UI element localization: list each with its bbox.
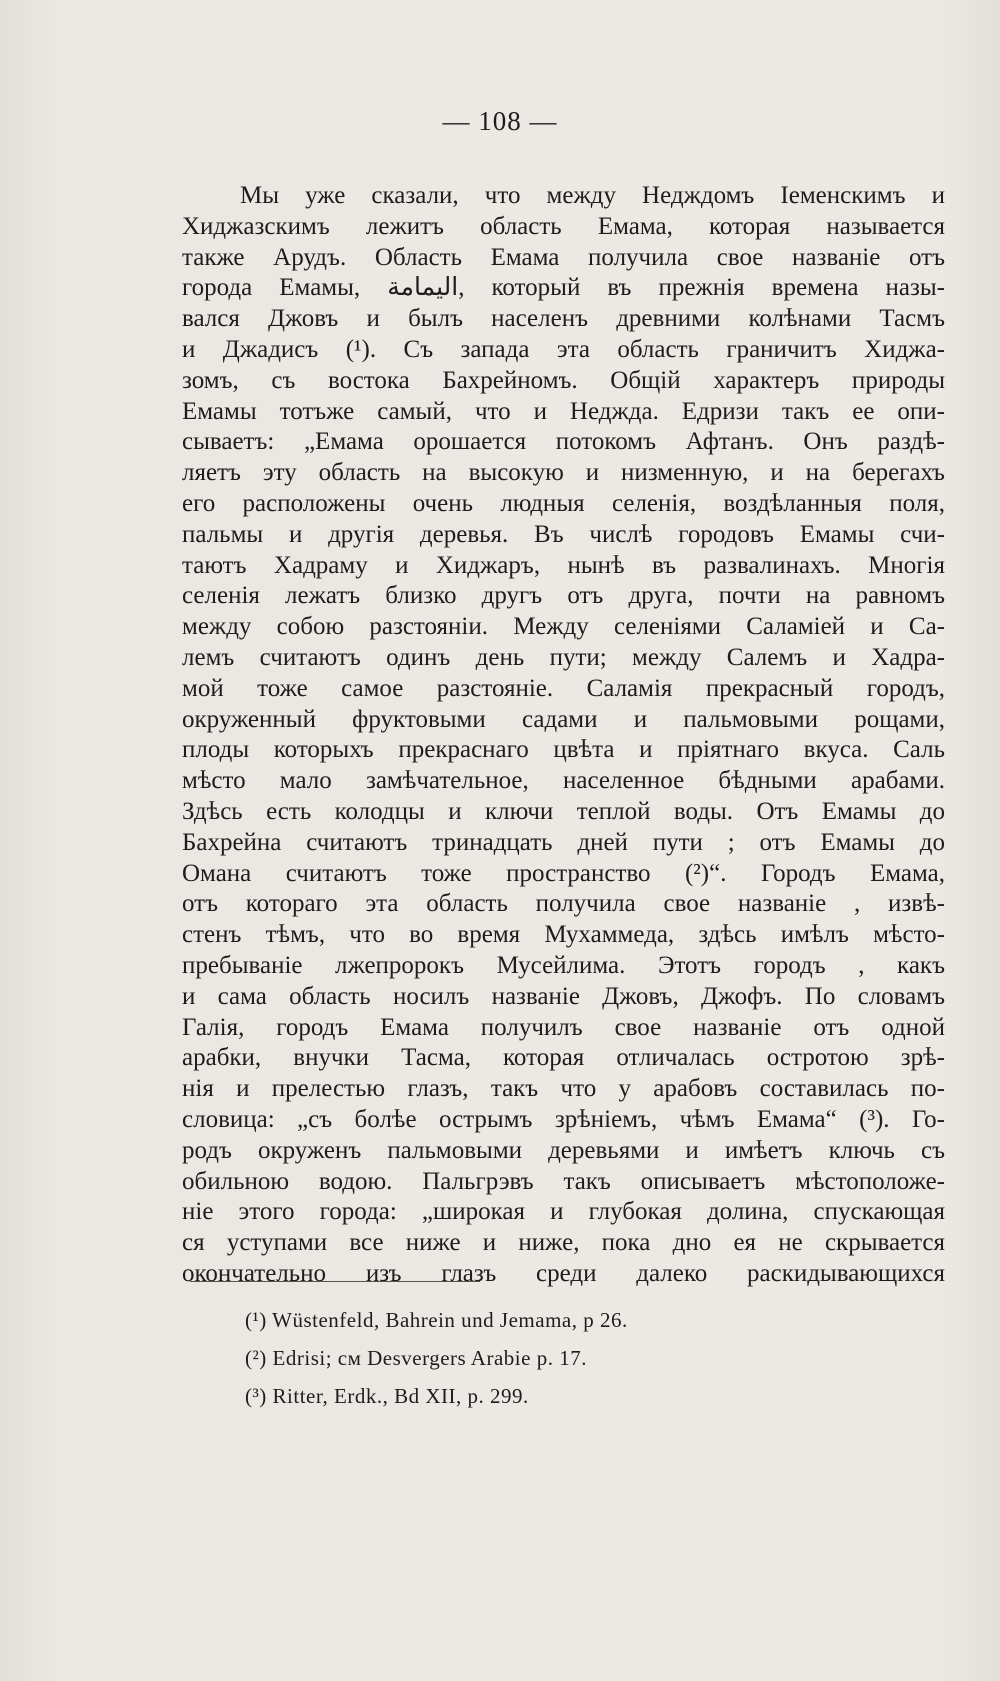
text-line: нiя и прелестью глазъ, такъ что у арабовъ составилась по- [182,1075,945,1103]
text-line: ся уступами все ниже и ниже, пока дно ея не скрывается [182,1229,945,1257]
text-line: города Емамы, اليمامة, который въ прежнiя времена назы- [182,274,945,302]
footnotes [245,1301,845,1415]
text-line: окончательно изъ глазъ среди далеко раскидывающихся [182,1259,945,1287]
text-line: мой тоже самое разстоянiе. Саламiя прекрасный городъ, [182,674,945,702]
text-line: также Арудъ. Область Емама получила свое названiе отъ [182,243,945,271]
text-line: обильною водою. Пальгрэвъ такъ описываетъ мѣстоположе- [182,1167,945,1195]
text-line: ляетъ эту область на высокую и низменную, и на берегахъ [182,459,945,487]
text-line: окруженный фруктовыми садами и пальмовыми рощами, [182,705,945,733]
text-line: Бахрейна считаютъ тринадцать дней пути ; отъ Емамы до [182,828,945,856]
text-line: между собою разстоянiи. Между селенiями Саламiей и Са- [182,613,945,641]
text-line: мѣсто мало замѣчательное, населенное бѣдными арабами. [182,767,945,795]
text-line: Мы уже сказали, что между Недждомъ Iеменскимъ и [240,182,945,209]
text-line: отъ котораго эта область получила свое названiе , извѣ- [182,890,945,918]
text-line: плоды которыхъ прекраснаго цвѣта и прiятнаго вкуса. Саль [182,736,945,764]
text-line: пальмы и другiя деревья. Въ числѣ городовъ Емамы счи- [182,520,945,548]
text-line: Омана считаютъ тоже пространство (²)“. Городъ Емама, [182,859,945,887]
text-line: зомъ, съ востока Бахрейномъ. Общiй характеръ природы [182,366,945,394]
text-line: таютъ Хадраму и Хиджаръ, нынѣ въ развалинахъ. Многiя [182,551,945,579]
footnote: (³) Ritter, Erdk., Bd XII, p. 299. [245,1384,529,1408]
text-line: вался Джовъ и былъ населенъ древними колѣнами Тасмъ [182,305,945,333]
text-line: лемъ считаютъ одинъ день пути; между Салемъ и Хадра- [182,643,945,671]
text-line: и Джадисъ (¹). Съ запада эта область граничитъ Хиджа- [182,335,945,363]
footnote-divider [190,1281,480,1282]
text-line: Галiя, городъ Емама получилъ свое названiе отъ одной [182,1013,945,1041]
text-line: его расположены очень людныя селенiя, воздѣланныя поля, [182,489,945,517]
text-line: родъ окруженъ пальмовыми деревьями и имѣетъ ключь съ [182,1136,945,1164]
text-line: селенiя лежатъ близко другъ отъ друга, почти на равномъ [182,582,945,610]
page-number: — 108 — [442,106,558,136]
text-line: словица: „съ болѣе острымъ зрѣнiемъ, чѣмъ Емама“ (³). Го- [182,1105,945,1133]
footnote: (¹) Wüstenfeld, Bahrein und Jemama, p 26. [245,1308,628,1332]
text-line: сываетъ: „Емама орошается потокомъ Афтанъ. Онъ раздѣ- [182,428,945,456]
body-text [182,181,945,1290]
text-line: арабки, внучки Тасма, которая отличалась остротою зрѣ- [182,1044,945,1072]
text-line: стенъ тѣмъ, что во время Мухаммеда, здѣсь имѣлъ мѣсто- [182,921,945,949]
text-line: Хиджазскимъ лежитъ область Емама, которая называется [182,212,945,240]
text-line: и сама область носилъ названiе Джовъ, Джофъ. По словамъ [182,982,945,1010]
text-line: Здѣсь есть колодцы и ключи теплой воды. Отъ Емамы до [182,797,945,825]
text-line: пребыванiе лжепророкъ Мусейлима. Этотъ городъ , какъ [182,951,945,979]
text-line: Емамы тотъже самый, что и Неджда. Едризи такъ ее опи- [182,397,945,425]
text-line: нiе этого города: „широкая и глубокая долина, спускающая [182,1198,945,1226]
footnote: (²) Edrisi; см Desvergers Arabie p. 17. [245,1346,587,1370]
